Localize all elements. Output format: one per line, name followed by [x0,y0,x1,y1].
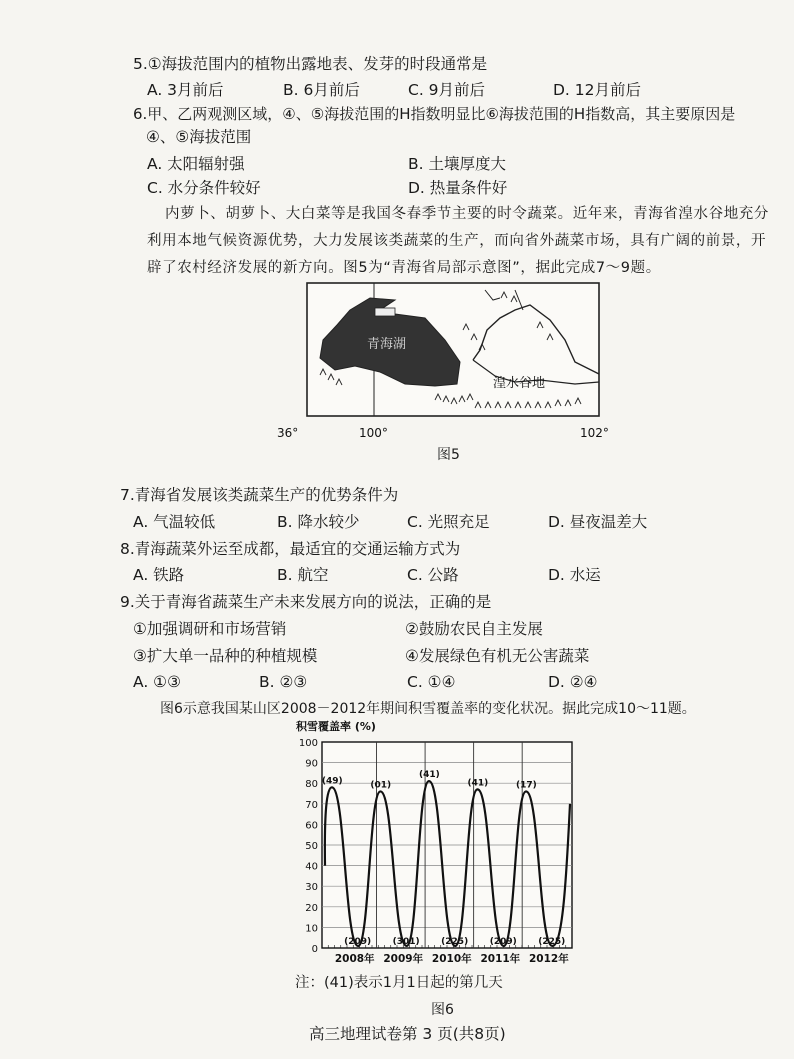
q8-option-a: A. 铁路 [133,566,185,584]
q9-item-1: ①加强调研和市场营销 [133,620,287,638]
q9-option-c: C. ①④ [407,673,456,691]
trough-day-label: (225) [441,936,469,947]
fig6-note: 注：(41)表示1月1日起的第几天 [295,975,503,991]
q6-stem: 6.甲、乙两观测区域，④、⑤海拔范围的H指数明显比⑥海拔范围的H指数高，其主要原因是 [133,105,736,123]
q9-item-2: ②鼓励农民自主发展 [405,620,543,638]
longitude-102-label: 102° [580,426,609,440]
y-tick-label: 70 [305,799,318,811]
chart-y-axis-label: 积雪覆盖率 (%) [296,720,376,733]
x-tick-label: 2011年 [480,953,521,965]
q5-option-d: D. 12月前后 [553,81,642,99]
valley-label: 湟水谷地 [493,376,546,391]
figure-5-map [275,280,615,455]
q5-stem: 5.①海拔范围内的植物出露地表、发芽的时段通常是 [133,55,488,73]
fig6-intro: 图6示意我国某山区2008－2012年期间积雪覆盖率的变化状况。据此完成10～11题。 [160,701,696,717]
peak-day-label: (49) [321,776,343,787]
q7-option-b: B. 降水较少 [277,513,360,531]
y-tick-label: 80 [305,779,318,791]
x-tick-label: 2010年 [431,953,472,965]
longitude-100-label: 100° [359,426,388,440]
q9-stem: 9.关于青海省蔬菜生产未来发展方向的说法，正确的是 [120,593,492,611]
q8-option-b: B. 航空 [277,566,329,584]
figure-5-caption: 图5 [437,447,460,463]
q9-option-b: B. ②③ [259,673,308,691]
q7-stem: 7.青海省发展该类蔬菜生产的优势条件为 [120,486,399,504]
lake-label: 青海湖 [367,337,407,352]
trough-day-label: (209) [344,936,372,947]
peak-day-label: (17) [516,780,537,791]
q5-option-a: A. 3月前后 [147,81,224,99]
y-tick-label: 30 [305,882,318,894]
y-tick-label: 100 [298,738,318,749]
q9-item-4: ④发展绿色有机无公害蔬菜 [405,647,590,665]
intro-paragraph: 内萝卜、胡萝卜、大白菜等是我国冬春季节主要的时令蔬菜。近年来，青海省湟水谷地充分利用本地气候资源优势，大力发展该类蔬菜的生产，而向省外蔬菜市场，具有广阔的前景，开辟了农村经济发展的新方向。图5为“青海省局部示意图”，据此完成7～9题。 [147,206,769,276]
y-tick-label: 50 [305,841,318,852]
q6-option-c: C. 水分条件较好 [147,179,261,197]
figure-6-caption: 图6 [431,1002,454,1018]
q5-option-c: C. 9月前后 [408,81,486,99]
trough-day-label: (301) [392,936,420,947]
y-tick-label: 60 [305,820,318,832]
x-tick-label: 2009年 [383,953,424,965]
q7-option-a: A. 气温较低 [133,513,216,531]
y-tick-label: 20 [305,902,318,914]
q6-stem-cont: ④、⑤海拔范围 [146,128,252,146]
q8-stem: 8.青海蔬菜外运至成都，最适宜的交通运输方式为 [120,540,461,558]
q9-option-d: D. ②④ [548,673,598,691]
x-tick-label: 2008年 [334,953,375,965]
q6-option-a: A. 太阳辐射强 [147,155,245,173]
snow-cover-chart [290,716,590,974]
q7-option-c: C. 光照充足 [407,513,490,531]
y-tick-label: 10 [305,923,318,935]
q9-option-a: A. ①③ [133,673,181,691]
q5-option-b: B. 6月前后 [283,81,360,99]
q7-option-d: D. 昼夜温差大 [548,513,648,531]
trough-day-label: (209) [489,936,517,947]
q6-option-b: B. 土壤厚度大 [408,155,506,173]
latitude-label: 36° [277,426,299,440]
page-footer: 高三地理试卷第 3 页(共8页) [309,1025,506,1043]
peak-day-label: (41) [467,778,489,789]
q9-item-3: ③扩大单一品种的种植规模 [133,647,318,665]
x-tick-label: 2012年 [529,953,569,965]
y-tick-label: 90 [305,758,318,770]
trough-day-label: (225) [538,936,566,947]
q8-option-c: C. 公路 [407,566,459,584]
peak-day-label: (41) [418,770,440,781]
y-tick-label: 0 [311,944,318,955]
y-tick-label: 40 [305,861,318,873]
q8-option-d: D. 水运 [548,566,601,584]
q6-option-d: D. 热量条件好 [408,179,508,197]
peak-day-label: (01) [370,780,392,791]
